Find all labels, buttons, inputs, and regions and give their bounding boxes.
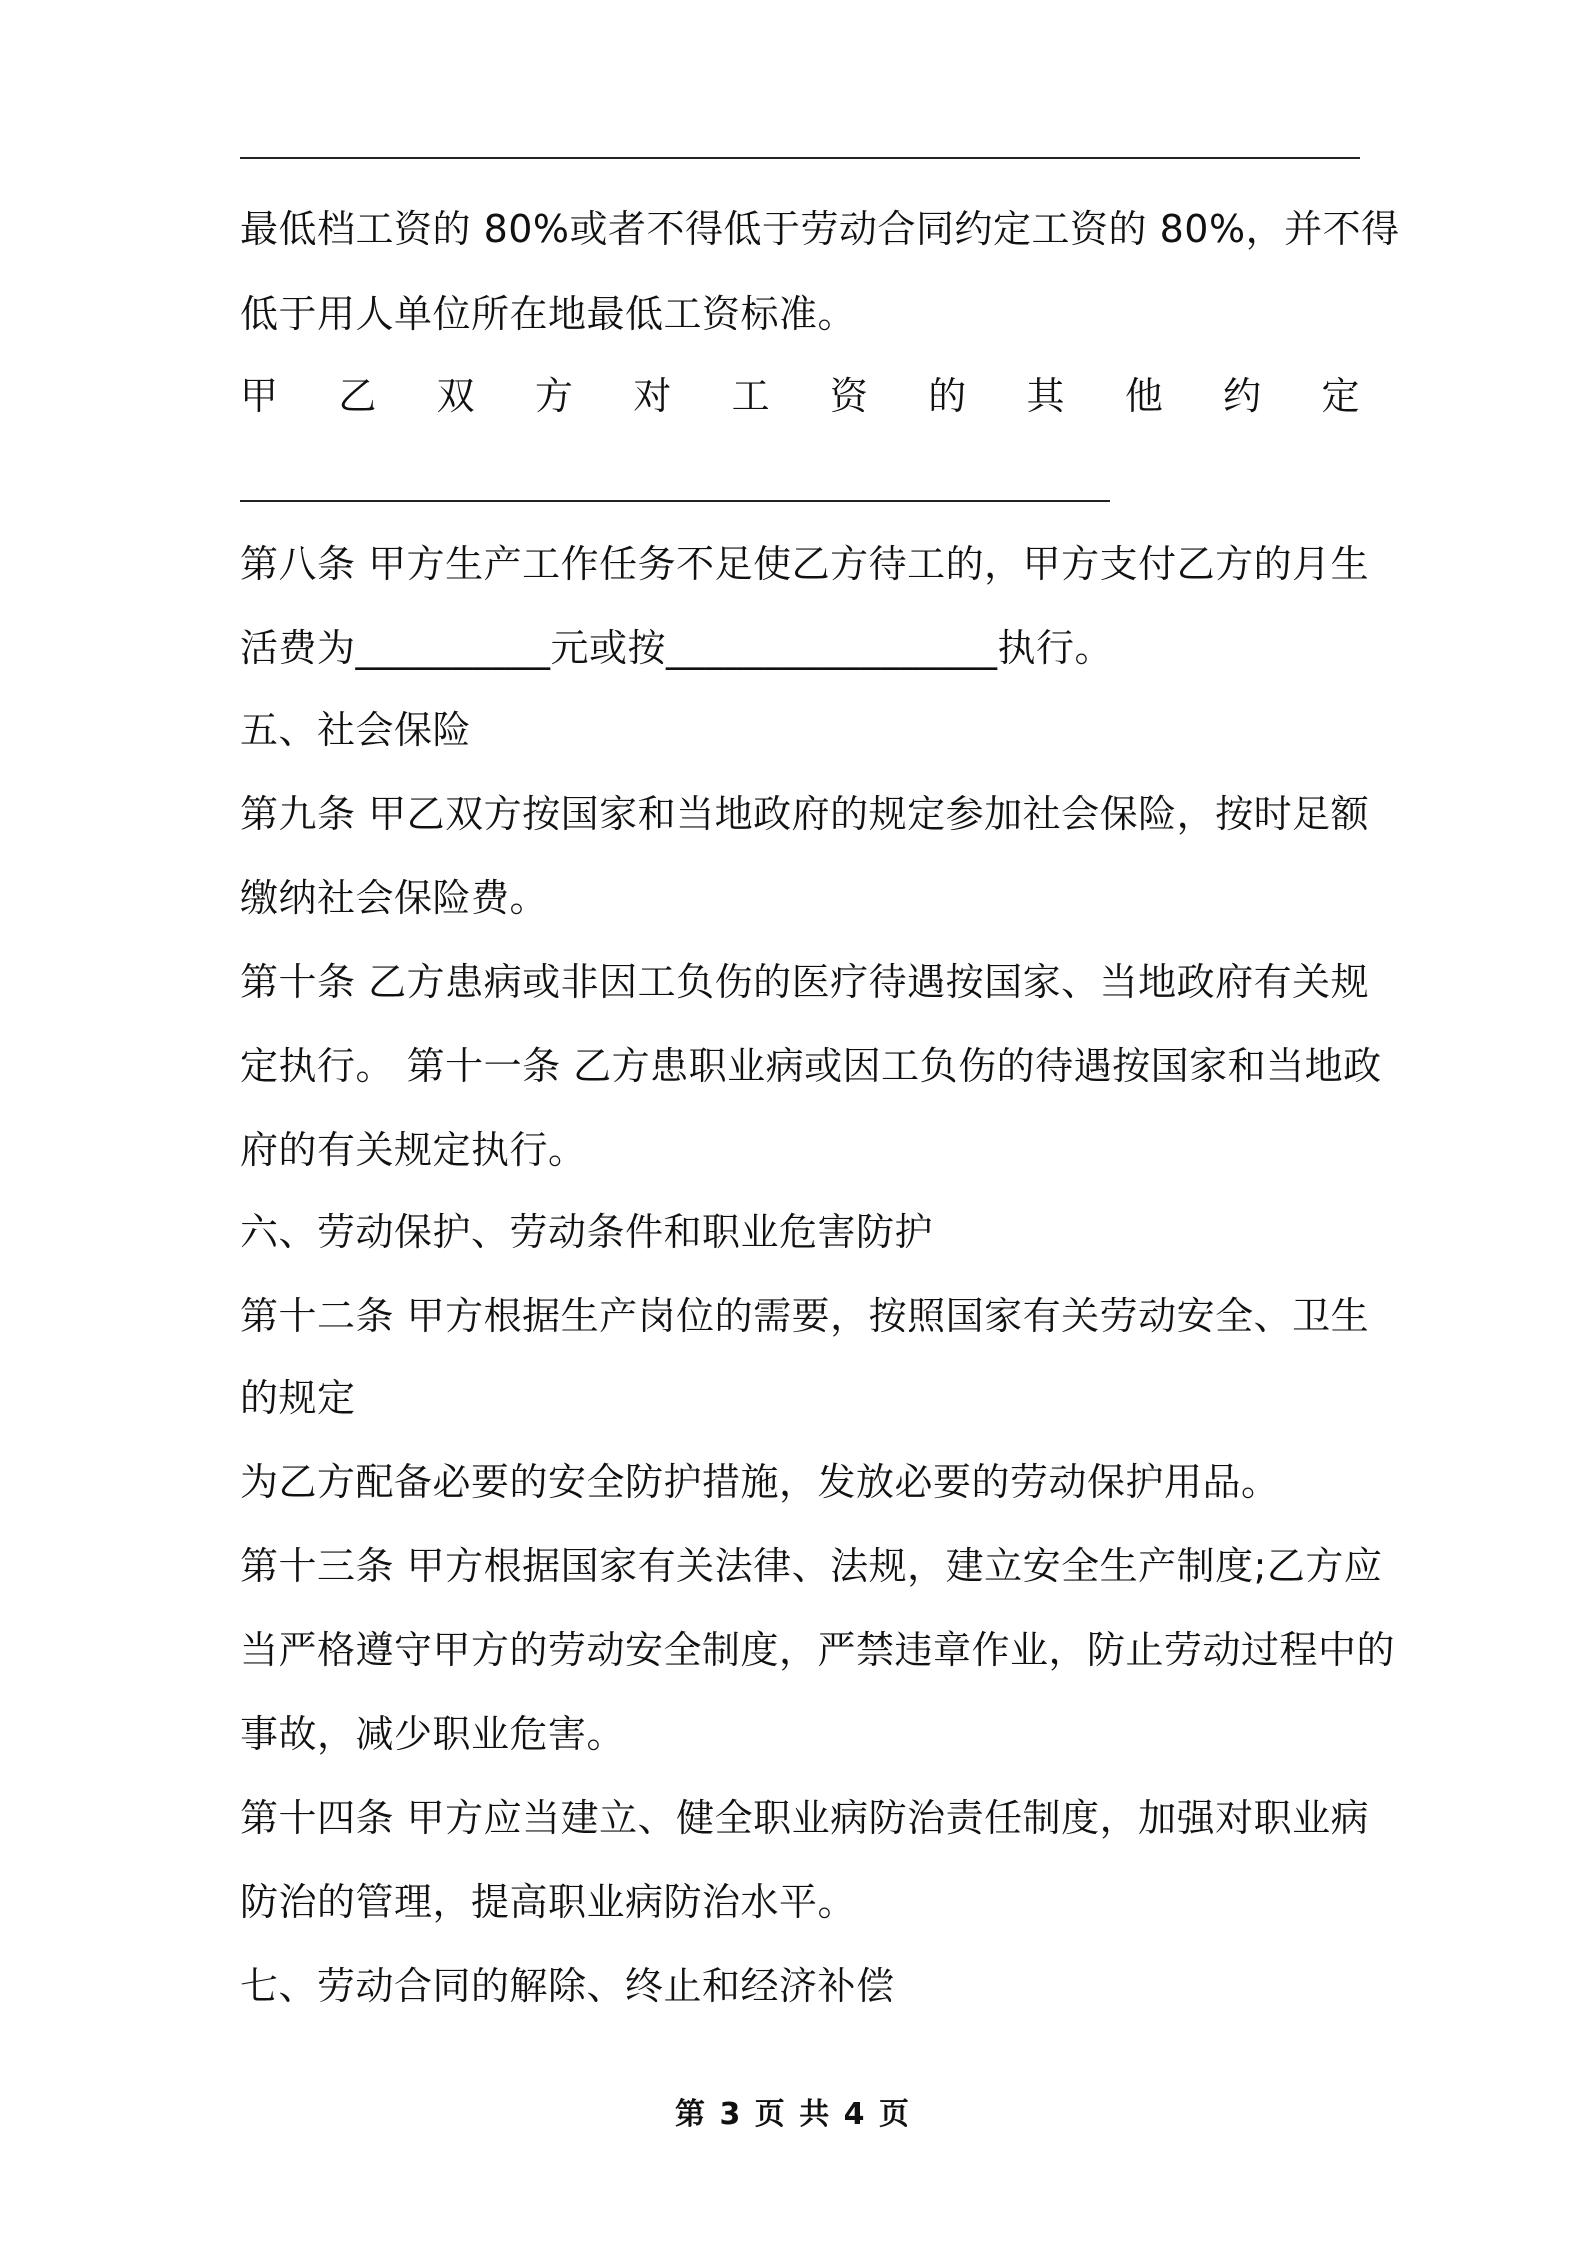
- text-line: 为乙方配备必要的安全防护措施，发放必要的劳动保护用品。: [240, 1460, 1280, 1504]
- text-line: 第十条 乙方患病或非因工负伤的医疗待遇按国家、当地政府有关规: [240, 960, 1370, 1004]
- section-heading: 五、社会保险: [240, 708, 472, 752]
- text-line: 事故，减少职业危害。: [240, 1712, 626, 1756]
- text-line: 第十二条 甲方根据生产岗位的需要，按照国家有关劳动安全、卫生: [240, 1294, 1370, 1338]
- spread-char: 对: [633, 374, 672, 418]
- section-heading: 六、劳动保护、劳动条件和职业危害防护: [240, 1210, 934, 1254]
- text-line: 缴纳社会保险费。: [240, 876, 549, 920]
- spread-char: 双: [436, 374, 476, 418]
- text-line: 的规定: [240, 1376, 356, 1420]
- section-heading: 七、劳动合同的解除、终止和经济补偿: [240, 1964, 895, 2008]
- text-line: 第十三条 甲方根据国家有关法律、法规，建立安全生产制度;乙方应: [240, 1544, 1383, 1588]
- spread-char: 的: [928, 374, 967, 418]
- text-line: 第八条 甲方生产工作任务不足使乙方待工的，甲方支付乙方的月生: [240, 542, 1370, 586]
- text-line: 定执行。 第十一条 乙方患职业病或因工负伤的待遇按国家和当地政: [240, 1044, 1382, 1088]
- text-line: 第九条 甲乙双方按国家和当地政府的规定参加社会保险，按时足额: [240, 792, 1370, 836]
- spread-char: 他: [1124, 374, 1164, 418]
- spread-char: 乙: [338, 374, 377, 418]
- text-line: 第十四条 甲方应当建立、健全职业病防治责任制度，加强对职业病: [240, 1796, 1370, 1840]
- spread-char: 方: [534, 374, 574, 418]
- text-line: 低于用人单位所在地最低工资标准。: [240, 292, 857, 336]
- text-line: 最低档工资的 80%或者不得低于劳动合同约定工资的 80%，并不得: [240, 207, 1400, 251]
- spread-char: 定: [1321, 374, 1360, 418]
- text-line: 防治的管理，提高职业病防治水平。: [240, 1880, 857, 1924]
- spread-char: 甲: [240, 374, 279, 418]
- spread-char: 工: [731, 374, 771, 418]
- spread-char: 其: [1026, 374, 1066, 418]
- spread-char: 约: [1223, 374, 1262, 418]
- text-line: 府的有关规定执行。: [240, 1128, 587, 1172]
- text-line: 当严格遵守甲方的劳动安全制度，严禁违章作业，防止劳动过程中的: [240, 1628, 1396, 1672]
- text-line: 活费为__________元或按_________________执行。: [240, 626, 1114, 670]
- fill-in-blank-rule: [240, 500, 1110, 502]
- spread-text-line: [240, 372, 1360, 420]
- header-rule: [240, 157, 1360, 159]
- spread-char: 资: [829, 374, 869, 418]
- page-number-footer: 第 3 页 共 4 页: [675, 2097, 911, 2132]
